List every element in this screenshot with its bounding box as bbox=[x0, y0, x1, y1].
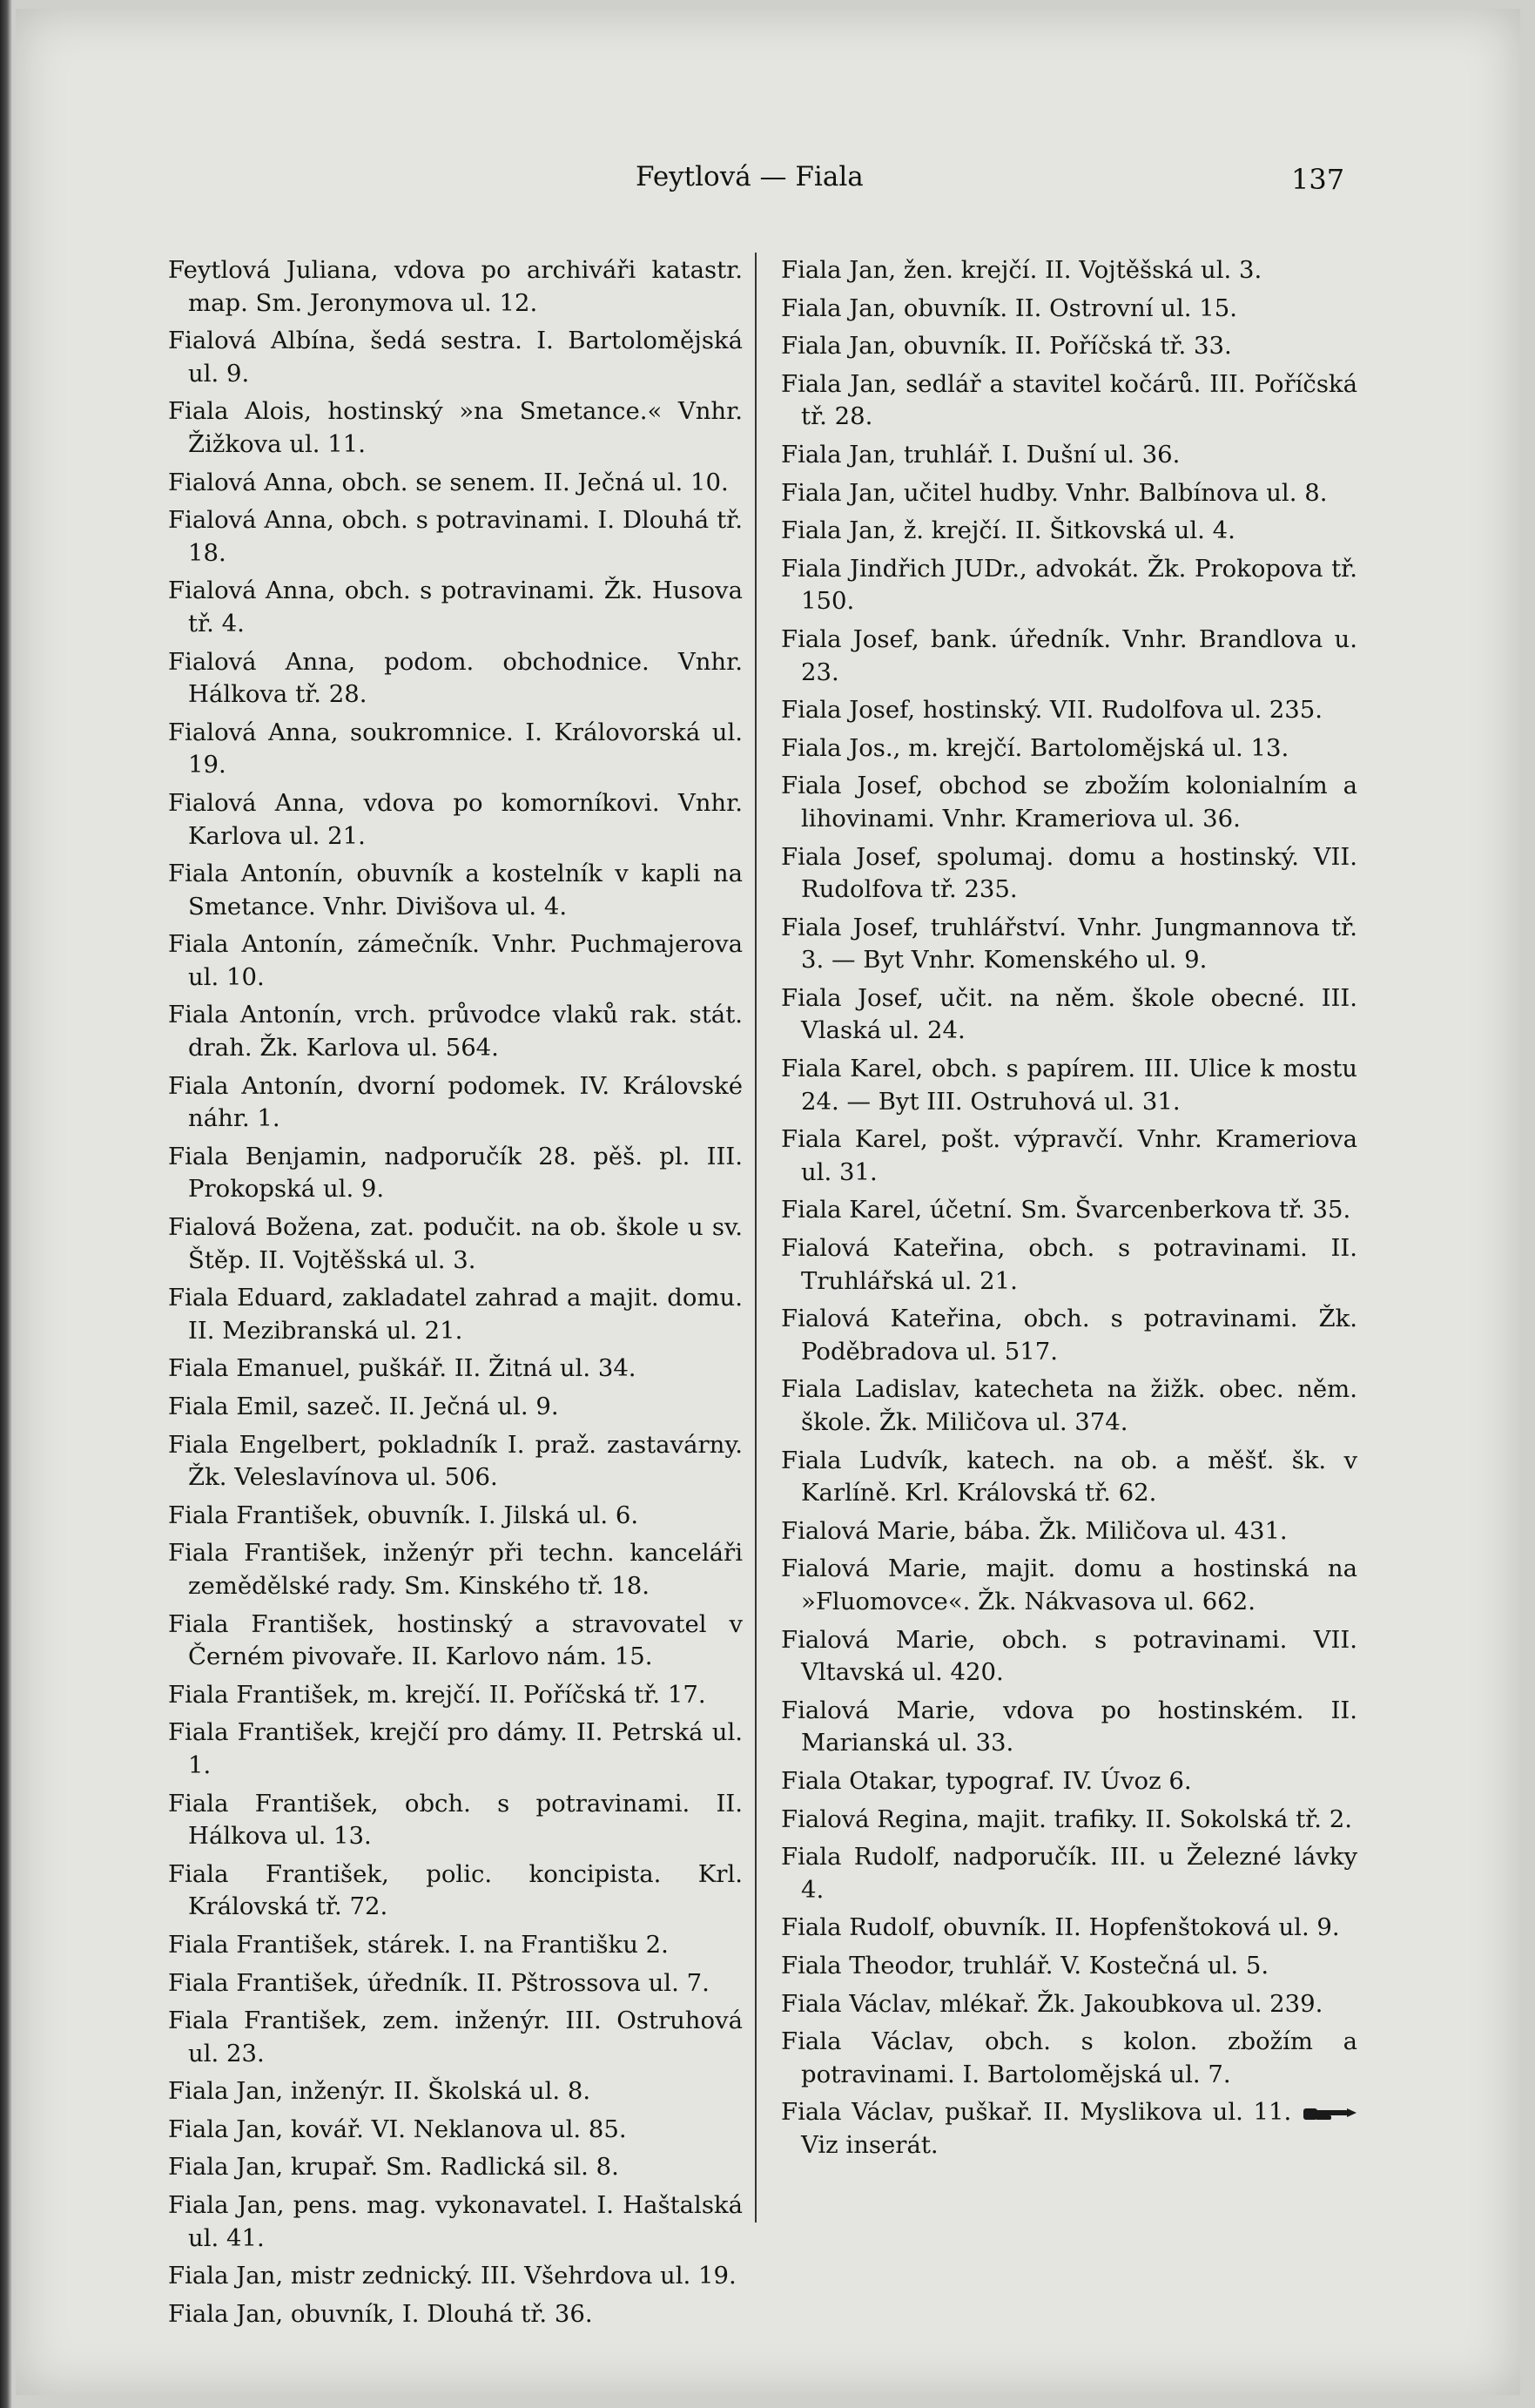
directory-entry: Fiala Jindřich JUDr., advokát. Žk. Prokopova tř. 150. bbox=[781, 554, 1357, 616]
directory-entry-with-inserat bbox=[781, 2096, 1357, 2162]
directory-entry: Fiala Václav, mlékař. Žk. Jakoubkova ul. 239. bbox=[781, 1989, 1323, 2018]
directory-entry: Fialová Anna, obch. se senem. II. Ječná ul. 10. bbox=[168, 468, 729, 496]
directory-entry: Fialová Anna, soukromnice. I. Královorská ul. 19. bbox=[168, 718, 743, 779]
directory-entry: Fialová Anna, podom. obchodnice. Vnhr. Hálkova tř. 28. bbox=[168, 647, 743, 709]
directory-entry: Fiala František, m. krejčí. II. Poříčská tř. 17. bbox=[168, 1680, 706, 1709]
directory-entry: Fiala Jan, kovář. VI. Neklanova ul. 85. bbox=[168, 2115, 627, 2143]
directory-entry: Fiala Otakar, typograf. IV. Úvoz 6. bbox=[781, 1766, 1192, 1795]
directory-entry: Fiala Emil, sazeč. II. Ječná ul. 9. bbox=[168, 1393, 559, 1420]
directory-entry: Fiala Jan, obuvník. II. Poříčská tř. 33. bbox=[781, 332, 1232, 361]
directory-entry: Fiala Jan, krupař. Sm. Radlická sil. 8. bbox=[168, 2153, 619, 2182]
directory-entry: Fialová Anna, obch. s potravinami. Žk. Husova tř. 4. bbox=[168, 577, 743, 637]
directory-entry: Fiala Karel, obch. s papírem. III. Ulice k mostu 24. — Byt III. Ostruhová ul. 31. bbox=[781, 1055, 1357, 1116]
directory-entry: Fiala Josef, obchod se zbožím kolonialním a lihovinami. Vnhr. Krameriova ul. 36. bbox=[781, 772, 1357, 833]
directory-entry: Fiala Jan, obuvník. II. Ostrovní ul. 15. bbox=[781, 293, 1238, 322]
right-column bbox=[781, 254, 1357, 2167]
directory-entry: Fiala Antonín, zámečník. Vnhr. Puchmajerova ul. 10. bbox=[168, 930, 743, 991]
directory-entry: Fiala Jan, ž. krejčí. II. Šitkovská ul. 4. bbox=[781, 516, 1235, 545]
directory-entry: Fiala Jan, obuvník, I. Dlouhá tř. 36. bbox=[168, 2299, 593, 2328]
directory-entry: Fiala František, úředník. II. Pštrossova ul. 7. bbox=[168, 1968, 710, 1997]
entry-text: Fiala Václav, puškař. II. Myslikova ul. 11. bbox=[781, 2098, 1292, 2127]
directory-entry: Fiala Theodor, truhlář. V. Kostečná ul. 5. bbox=[781, 1951, 1269, 1980]
directory-entry: Fiala Eduard, zakladatel zahrad a majit. domu. II. Mezibranská ul. 21. bbox=[168, 1284, 743, 1345]
directory-entry: Fiala František, hostinský a stravovatel v Černém pivovaře. II. Karlovo nám. 15. bbox=[168, 1609, 743, 1671]
inserat-note: Viz inserát. bbox=[801, 2130, 939, 2159]
directory-entry: Fialová Marie, obch. s potravinami. VII. Vltavská ul. 420. bbox=[781, 1625, 1357, 1687]
directory-entry: Fialová Kateřina, obch. s potravinami. II. Truhlářská ul. 21. bbox=[781, 1234, 1357, 1295]
directory-entry: Fiala Jan, truhlář. I. Dušní ul. 36. bbox=[781, 440, 1181, 469]
directory-entry: Fiala Josef, bank. úředník. Vnhr. Brandlova u. 23. bbox=[781, 624, 1357, 686]
directory-entry: Fiala Jan, mistr zednický. III. Všehrdova ul. 19. bbox=[168, 2262, 737, 2290]
directory-entry: Fiala Benjamin, nadporučík 28. pěš. pl. III. Prokopská ul. 9. bbox=[168, 1142, 743, 1204]
directory-entry: Fiala Jos., m. krejčí. Bartolomějská ul. 13. bbox=[781, 733, 1289, 762]
directory-entry: Fiala Karel, účetní. Sm. Švarcenberkova tř. 35. bbox=[781, 1196, 1351, 1224]
directory-entry: Fiala Josef, hostinský. VII. Rudolfova ul. 235. bbox=[781, 696, 1323, 725]
directory-entry: Fiala Rudolf, obuvník. II. Hopfenštoková ul. 9. bbox=[781, 1913, 1340, 1942]
directory-entry: Fialová Albína, šedá sestra. I. Bartolomějská ul. 9. bbox=[168, 327, 743, 388]
directory-entry: Fiala Antonín, dvorní podomek. IV. Královské náhr. 1. bbox=[168, 1071, 743, 1133]
directory-entry: Fiala František, obuvník. I. Jilská ul. 6. bbox=[168, 1501, 639, 1529]
directory-entry: Fialová Marie, bába. Žk. Miličova ul. 431. bbox=[781, 1516, 1288, 1545]
directory-entry: Fiala Ludvík, katech. na ob. a měšť. šk. v Karlíně. Krl. Královská tř. 62. bbox=[781, 1446, 1357, 1508]
scan-binding-edge bbox=[0, 0, 12, 2408]
column-divider bbox=[755, 253, 757, 2223]
page-header bbox=[0, 161, 1535, 205]
directory-entry: Feytlová Juliana, vdova po archiváři katastr. map. Sm. Jeronymova ul. 12. bbox=[168, 256, 743, 317]
directory-entry: Fiala Antonín, obuvník a kostelník v kapli na Smetance. Vnhr. Divišova ul. 4. bbox=[168, 860, 743, 921]
directory-entry: Fiala Antonín, vrch. průvodce vlaků rak. stát. drah. Žk. Karlova ul. 564. bbox=[168, 1001, 743, 1062]
directory-entry: Fialová Božena, zat. podučit. na ob. škole u sv. Štěp. II. Vojtěšská ul. 3. bbox=[168, 1213, 743, 1274]
directory-entry: Fialová Marie, vdova po hostinském. II. Marianská ul. 33. bbox=[781, 1696, 1357, 1757]
running-title: Feytlová — Fiala bbox=[636, 161, 864, 192]
directory-entry: Fiala Jan, učitel hudby. Vnhr. Balbínova ul. 8. bbox=[781, 478, 1328, 507]
directory-entry: Fiala Václav, obch. s kolon. zbožím a potravinami. I. Bartolomějská ul. 7. bbox=[781, 2027, 1357, 2088]
directory-entry: Fiala František, krejčí pro dámy. II. Petrská ul. 1. bbox=[168, 1718, 743, 1779]
directory-entry: Fialová Anna, vdova po komorníkovi. Vnhr. Karlova ul. 21. bbox=[168, 788, 743, 850]
directory-entry: Fiala Josef, spolumaj. domu a hostinský. VII. Rudolfova tř. 235. bbox=[781, 842, 1357, 904]
directory-entry: Fiala Jan, žen. krejčí. II. Vojtěšská ul. 3. bbox=[781, 256, 1262, 284]
directory-entry: Fiala Josef, učit. na něm. škole obecné. III. Vlaská ul. 24. bbox=[781, 983, 1357, 1045]
directory-entry: Fiala František, inženýr při techn. kanceláři zemědělské rady. Sm. Kinského tř. 18. bbox=[168, 1539, 743, 1600]
directory-entry: Fialová Marie, majit. domu a hostinská na »Fluomovce«. Žk. Nákvasova ul. 662. bbox=[781, 1555, 1357, 1615]
directory-entry: Fiala František, stárek. I. na Františku 2. bbox=[168, 1930, 669, 1959]
directory-entry: Fiala Engelbert, pokladník I. praž. zastavárny. Žk. Veleslavínova ul. 506. bbox=[168, 1430, 743, 1492]
directory-entry: Fialová Kateřina, obch. s potravinami. Žk. Poděbradova ul. 517. bbox=[781, 1305, 1357, 1366]
directory-entry: Fialová Regina, majit. trafiky. II. Sokolská tř. 2. bbox=[781, 1804, 1352, 1833]
directory-entry: Fiala Emanuel, puškář. II. Žitná ul. 34. bbox=[168, 1354, 636, 1383]
directory-entry: Fiala Jan, sedlář a stavitel kočárů. III. Poříčská tř. 28. bbox=[781, 369, 1357, 431]
directory-entry: Fiala Rudolf, nadporučík. III. u Železné lávky 4. bbox=[781, 1843, 1357, 1904]
page-number: 137 bbox=[1291, 163, 1345, 196]
directory-entry: Fiala Karel, pošt. výpravčí. Vnhr. Krameriova ul. 31. bbox=[781, 1125, 1357, 1186]
directory-entry: Fiala Jan, inženýr. II. Školská ul. 8. bbox=[168, 2077, 591, 2106]
directory-entry: Fiala František, zem. inženýr. III. Ostruhová ul. 23. bbox=[168, 2007, 743, 2067]
directory-entry: Fiala Alois, hostinský »na Smetance.« Vnhr. Žižkova ul. 11. bbox=[168, 397, 743, 458]
directory-entry: Fiala Jan, pens. mag. vykonavatel. I. Haštalská ul. 41. bbox=[168, 2191, 743, 2252]
directory-entry: Fiala Ladislav, katecheta na žižk. obec. něm. škole. Žk. Miličova ul. 374. bbox=[781, 1375, 1357, 1436]
directory-entry: Fiala František, obch. s potravinami. II. Hálkova ul. 13. bbox=[168, 1789, 743, 1851]
pointing-hand-icon bbox=[1302, 2104, 1357, 2123]
left-column bbox=[168, 254, 743, 2336]
directory-entry: Fiala František, polic. koncipista. Krl. Královská tř. 72. bbox=[168, 1859, 743, 1921]
directory-entry: Fiala Josef, truhlářství. Vnhr. Jungmannova tř. 3. — Byt Vnhr. Komenského ul. 9. bbox=[781, 913, 1357, 975]
directory-entry: Fialová Anna, obch. s potravinami. I. Dlouhá tř. 18. bbox=[168, 506, 743, 567]
